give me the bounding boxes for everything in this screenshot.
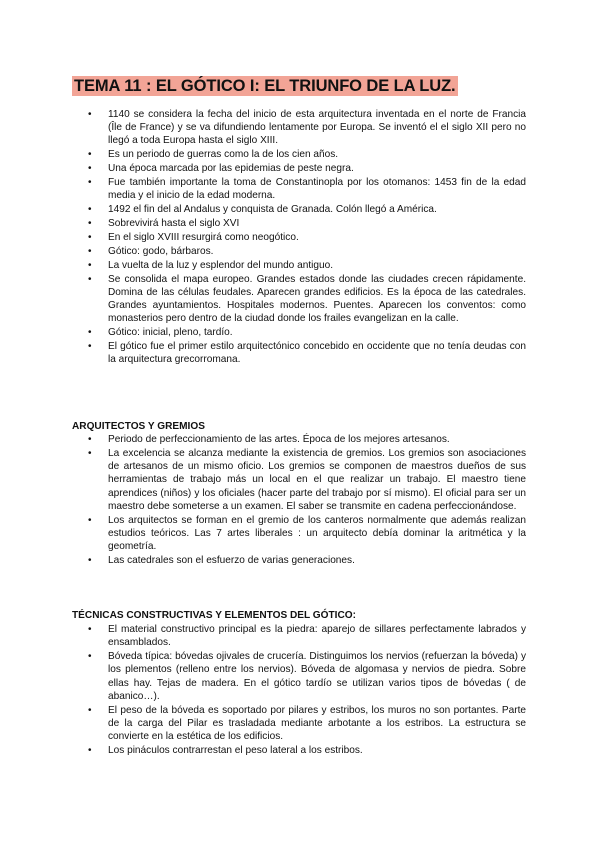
list-item: • El peso de la bóveda es soportado por pilares y estribos, los muros no son portantes. Parte de la carga del Pilar es trasladada mediante arbotante a los estribos. La estructura se convierte en la estética de los edificios. xyxy=(88,704,526,744)
list-item: • 1492 el fin del al Andalus y conquista de Granada. Colón llegó a América. xyxy=(88,203,526,216)
list-item: • Las catedrales son el esfuerzo de varias generaciones. xyxy=(88,554,526,567)
list-item: • El gótico fue el primer estilo arquitectónico concebido en occidente que no tenía deudas con la arquitectura grecorromana. xyxy=(88,340,526,366)
list-item: • Los arquitectos se forman en el gremio de los canteros normalmente que además realizan estudios teóricos. Las 7 artes liberales : un arquitecto debía dominar la aritmética y la geometría. xyxy=(88,514,526,554)
list-item: • Los pináculos contrarrestan el peso lateral a los estribos. xyxy=(88,744,526,757)
tecnicas-list xyxy=(88,623,526,758)
list-item: • En el siglo XVIII resurgirá como neogótico. xyxy=(88,231,526,244)
list-item: • Gótico: godo, bárbaros. xyxy=(88,245,526,258)
intro-list xyxy=(88,108,526,367)
section-heading-tecnicas: TÉCNICAS CONSTRUCTIVAS Y ELEMENTOS DEL GÓTICO: xyxy=(72,610,356,621)
arquitectos-list xyxy=(88,433,526,568)
list-item: • El material constructivo principal es la piedra: aparejo de sillares perfectamente labrados y ensamblados. xyxy=(88,623,526,649)
list-item: • 1140 se considera la fecha del inicio de esta arquitectura inventada en el norte de Francia (Île de France) y se va difundiendo lentamente por Europa. Se inventó el el siglo XII pero no llegó a toda Europa hasta el siglo XIII. xyxy=(88,108,526,148)
page-title: TEMA 11 : EL GÓTICO I: EL TRIUNFO DE LA LUZ. xyxy=(74,77,456,95)
list-item: • La excelencia se alcanza mediante la existencia de gremios. Los gremios son asociaciones de artesanos de un mismo oficio. Los gremios se componen de maestros dueños de sus herramientas de trabajo más un local en el que realizar un trabajo. El maestro tiene aprendices (niños) y los oficiales (hacer parte del trabajo por sí mismo). El oficial para ser un maestro debe someterse a un examen. El saber se transmite en cadena perfeccionándose. xyxy=(88,447,526,513)
section-heading-arquitectos: ARQUITECTOS Y GREMIOS xyxy=(72,421,205,432)
list-item: • Es un periodo de guerras como la de los cien años. xyxy=(88,148,526,161)
list-item: • Gótico: inicial, pleno, tardío. xyxy=(88,326,526,339)
list-item: • Fue también importante la toma de Constantinopla por los otomanos: 1453 fin de la edad media y el inicio de la edad moderna. xyxy=(88,176,526,202)
list-item: • Una época marcada por las epidemias de peste negra. xyxy=(88,162,526,175)
list-item: • Bóveda típica: bóvedas ojivales de crucería. Distinguimos los nervios (refuerzan la bóveda) y los plementos (relleno entre los nervios). Bóveda de algomasa y nervios de piedra. Sobre ellas hay. Tejas de madera. En el gótico tardío se utilizan varios tipos de bóvedas ( de abanico…). xyxy=(88,650,526,703)
list-item: • La vuelta de la luz y esplendor del mundo antiguo. xyxy=(88,259,526,272)
list-item: • Sobrevivirá hasta el siglo XVI xyxy=(88,217,526,230)
list-item: • Periodo de perfeccionamiento de las artes. Época de los mejores artesanos. xyxy=(88,433,526,446)
list-item: • Se consolida el mapa europeo. Grandes estados donde las ciudades crecen rápidamente. Domina de las células feudales. Aparecen grandes edificios. Es la época de las catedrales. Grandes ayuntamientos. Hospitales modernos. Puentes. Aparecen los conventos: como monasterios pero dentro de la ciudad donde los frailes evangelizan en la calle. xyxy=(88,273,526,326)
